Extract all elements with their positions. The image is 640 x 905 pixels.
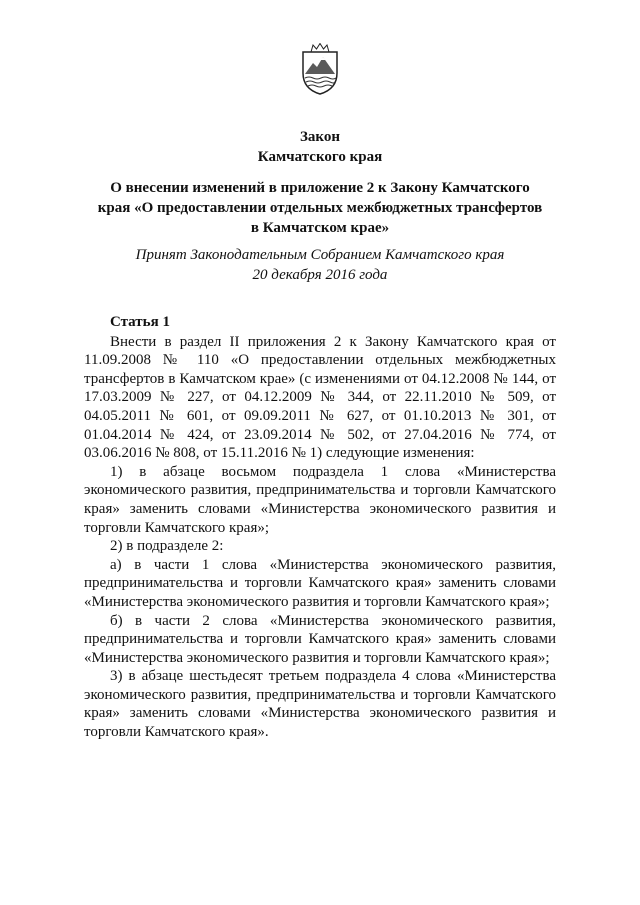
law-title-line2: Камчатского края (257, 149, 383, 165)
adoption-body: Принят Законодательным Собранием Камчатского края (135, 247, 505, 263)
article-paragraph: 3) в абзаце шестьдесят третьем подраздела 4 слова «Министерства экономического развития, предпринимательства и торговли Камчатского края» заменить словами «Министерства экономического развития и торговли Камчатского края». (84, 668, 556, 741)
article-paragraph: б) в части 2 слова «Министерства экономического развития, предпринимательства и торговли Камчатского края» заменить словами «Министерства экономического развития и торговли Камчатского края»; (84, 612, 556, 666)
law-title-line1: Закон (299, 129, 340, 145)
article-paragraph: 2) в подразделе 2: (110, 538, 224, 555)
article-paragraph: Внести в раздел II приложения 2 к Закону Камчатского края от 11.09.2008 № 110 «О предоставлении отдельных межбюджетных трансфертов в Камчатском крае» (с изменениями от 04.12.2008 № 144, от 17.03.2009 № 227, от 04.12.2009 № 344, от 22.11.2010 № 509, от 04.05.2011 № 601, от 09.09.2011 № 627, от 01.10.2013 № 301, от 01.04.2014 № 424, от 23.09.2014 № 502, от 27.04.2016 № 774, от 03.06.2016 № 808, от 15.11.2016 № 1) следующие изменения: (84, 333, 556, 462)
adoption-note (60, 245, 580, 285)
article-paragraph: а) в части 1 слова «Министерства экономического развития, предпринимательства и торговли Камчатского края» заменить словами «Министерства экономического развития и торговли Камчатского края»; (84, 556, 556, 610)
article-1 (84, 313, 556, 742)
article-paragraph: 1) в абзаце восьмом подраздела 1 слова «Министерства экономического развития, предпринимательства и торговли Камчатского края» заменить словами «Министерства экономического развития и торговли Камчатского края»; (84, 463, 556, 536)
law-title (60, 127, 580, 167)
adoption-date: 20 декабря 2016 года (252, 267, 388, 283)
law-subject: О внесении изменений в приложение 2 к Закону Камчатского края «О предоставлении отдельных межбюджетных трансфертов в Камчатском крае» (97, 180, 543, 236)
article-heading: Статья 1 (110, 314, 170, 330)
kamchatka-coat-of-arms-icon (299, 43, 341, 95)
